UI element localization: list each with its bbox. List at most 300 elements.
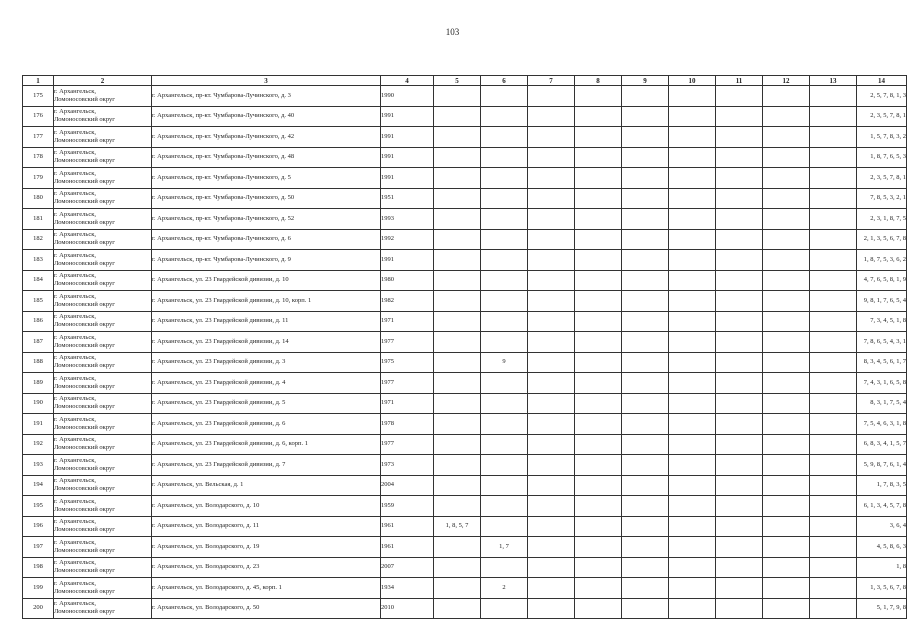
col7-cell bbox=[528, 147, 575, 168]
col9-cell bbox=[622, 147, 669, 168]
col9-cell bbox=[622, 414, 669, 435]
col13-cell bbox=[810, 414, 857, 435]
district-line: Ломоносовский округ bbox=[54, 218, 115, 226]
year-cell: 1973 bbox=[381, 455, 434, 476]
col12-cell bbox=[763, 106, 810, 127]
col7-cell bbox=[528, 270, 575, 291]
row-number: 176 bbox=[23, 106, 54, 127]
col8-cell bbox=[575, 352, 622, 373]
col14-cell: 4, 7, 6, 5, 8, 1, 9 bbox=[857, 270, 907, 291]
year-cell: 1978 bbox=[381, 414, 434, 435]
col10-cell bbox=[669, 291, 716, 312]
col12-cell bbox=[763, 557, 810, 578]
col10-cell bbox=[669, 434, 716, 455]
col10-cell bbox=[669, 86, 716, 107]
col5-cell bbox=[434, 86, 481, 107]
col7-cell bbox=[528, 352, 575, 373]
district-line: г. Архангельск, bbox=[54, 600, 96, 608]
col14-cell: 2, 1, 3, 5, 6, 7, 8 bbox=[857, 229, 907, 250]
col8-cell bbox=[575, 311, 622, 332]
col6-cell bbox=[481, 373, 528, 394]
column-header-11: 11 bbox=[716, 76, 763, 86]
year-cell: 2004 bbox=[381, 475, 434, 496]
column-header-6: 6 bbox=[481, 76, 528, 86]
col12-cell bbox=[763, 373, 810, 394]
col14-cell: 6, 1, 3, 4, 5, 7, 8 bbox=[857, 496, 907, 517]
col7-cell bbox=[528, 373, 575, 394]
col9-cell bbox=[622, 352, 669, 373]
col6-cell bbox=[481, 311, 528, 332]
col13-cell bbox=[810, 106, 857, 127]
table-row bbox=[23, 209, 907, 230]
district-cell bbox=[54, 332, 152, 353]
district-line: г. Архангельск, bbox=[54, 497, 96, 505]
district-cell bbox=[54, 229, 152, 250]
row-number: 195 bbox=[23, 496, 54, 517]
row-number: 190 bbox=[23, 393, 54, 414]
year-cell: 1961 bbox=[381, 537, 434, 558]
col6-cell bbox=[481, 455, 528, 476]
col9-cell bbox=[622, 537, 669, 558]
district-line: Ломоносовский округ bbox=[54, 587, 115, 595]
col11-cell bbox=[716, 578, 763, 599]
col7-cell bbox=[528, 250, 575, 271]
district-line: г. Архангельск, bbox=[54, 333, 96, 341]
col13-cell bbox=[810, 516, 857, 537]
col7-cell bbox=[528, 434, 575, 455]
col9-cell bbox=[622, 209, 669, 230]
col6-cell bbox=[481, 106, 528, 127]
column-header-2: 2 bbox=[54, 76, 152, 86]
col7-cell bbox=[528, 475, 575, 496]
col11-cell bbox=[716, 168, 763, 189]
district-cell bbox=[54, 496, 152, 517]
district-cell bbox=[54, 106, 152, 127]
col13-cell bbox=[810, 127, 857, 148]
col12-cell bbox=[763, 598, 810, 619]
row-number: 198 bbox=[23, 557, 54, 578]
col14-cell: 1, 8, 7, 5, 3, 6, 2 bbox=[857, 250, 907, 271]
col8-cell bbox=[575, 250, 622, 271]
col8-cell bbox=[575, 147, 622, 168]
col7-cell bbox=[528, 168, 575, 189]
col11-cell bbox=[716, 393, 763, 414]
col7-cell bbox=[528, 127, 575, 148]
district-line: Ломоносовский округ bbox=[54, 608, 115, 616]
col13-cell bbox=[810, 188, 857, 209]
col5-cell bbox=[434, 106, 481, 127]
col8-cell bbox=[575, 455, 622, 476]
col10-cell bbox=[669, 557, 716, 578]
col12-cell bbox=[763, 209, 810, 230]
address-cell: г. Архангельск, пр-кт. Чумбарова-Лучинского, д. 40 bbox=[152, 106, 381, 127]
col7-cell bbox=[528, 414, 575, 435]
col7-cell bbox=[528, 188, 575, 209]
district-line: г. Архангельск, bbox=[54, 395, 96, 403]
row-number: 194 bbox=[23, 475, 54, 496]
col14-cell: 2, 3, 5, 7, 8, 1 bbox=[857, 168, 907, 189]
table-row bbox=[23, 455, 907, 476]
year-cell: 1991 bbox=[381, 127, 434, 148]
col12-cell bbox=[763, 250, 810, 271]
col5-cell bbox=[434, 127, 481, 148]
col6-cell bbox=[481, 168, 528, 189]
col13-cell bbox=[810, 434, 857, 455]
district-line: г. Архангельск, bbox=[54, 559, 96, 567]
table-row bbox=[23, 188, 907, 209]
table-row bbox=[23, 557, 907, 578]
col14-cell: 9, 8, 1, 7, 6, 5, 4 bbox=[857, 291, 907, 312]
header-row bbox=[23, 76, 907, 86]
district-line: Ломоносовский округ bbox=[54, 567, 115, 575]
col14-cell: 1, 3, 5, 6, 7, 8 bbox=[857, 578, 907, 599]
col11-cell bbox=[716, 229, 763, 250]
col10-cell bbox=[669, 352, 716, 373]
district-cell bbox=[54, 598, 152, 619]
col5-cell bbox=[434, 209, 481, 230]
column-header-9: 9 bbox=[622, 76, 669, 86]
col8-cell bbox=[575, 188, 622, 209]
district-line: Ломоносовский округ bbox=[54, 546, 115, 554]
col5-cell bbox=[434, 578, 481, 599]
col5-cell bbox=[434, 250, 481, 271]
district-line: г. Архангельск, bbox=[54, 169, 96, 177]
col7-cell bbox=[528, 229, 575, 250]
col11-cell bbox=[716, 475, 763, 496]
col10-cell bbox=[669, 147, 716, 168]
col7-cell bbox=[528, 86, 575, 107]
col5-cell bbox=[434, 475, 481, 496]
col10-cell bbox=[669, 537, 716, 558]
row-number: 196 bbox=[23, 516, 54, 537]
district-line: Ломоносовский округ bbox=[54, 95, 115, 103]
district-line: Ломоносовский округ bbox=[54, 382, 115, 390]
col5-cell bbox=[434, 455, 481, 476]
col13-cell bbox=[810, 373, 857, 394]
table-row bbox=[23, 496, 907, 517]
address-cell: г. Архангельск, ул. Володарского, д. 10 bbox=[152, 496, 381, 517]
address-cell: г. Архангельск, пр-кт. Чумбарова-Лучинского, д. 6 bbox=[152, 229, 381, 250]
col13-cell bbox=[810, 86, 857, 107]
col12-cell bbox=[763, 516, 810, 537]
district-line: Ломоносовский округ bbox=[54, 526, 115, 534]
district-cell bbox=[54, 86, 152, 107]
year-cell: 2007 bbox=[381, 557, 434, 578]
col12-cell bbox=[763, 393, 810, 414]
year-cell: 1991 bbox=[381, 168, 434, 189]
table-body bbox=[23, 86, 907, 619]
col5-cell bbox=[434, 598, 481, 619]
col14-cell: 8, 3, 4, 5, 6, 1, 7 bbox=[857, 352, 907, 373]
col12-cell bbox=[763, 455, 810, 476]
col8-cell bbox=[575, 373, 622, 394]
col5-cell bbox=[434, 352, 481, 373]
district-line: Ломоносовский округ bbox=[54, 239, 115, 247]
year-cell: 1977 bbox=[381, 434, 434, 455]
col8-cell bbox=[575, 414, 622, 435]
district-line: Ломоносовский округ bbox=[54, 177, 115, 185]
district-line: г. Архангельск, bbox=[54, 251, 96, 259]
district-cell bbox=[54, 147, 152, 168]
district-line: г. Архангельск, bbox=[54, 231, 96, 239]
table-row bbox=[23, 578, 907, 599]
col7-cell bbox=[528, 106, 575, 127]
address-cell: г. Архангельск, пр-кт. Чумбарова-Лучинского, д. 50 bbox=[152, 188, 381, 209]
district-cell bbox=[54, 393, 152, 414]
col10-cell bbox=[669, 127, 716, 148]
col6-cell bbox=[481, 86, 528, 107]
year-cell: 1991 bbox=[381, 147, 434, 168]
table-row bbox=[23, 86, 907, 107]
col11-cell bbox=[716, 209, 763, 230]
col11-cell bbox=[716, 557, 763, 578]
district-line: Ломоносовский округ bbox=[54, 259, 115, 267]
district-line: г. Архангельск, bbox=[54, 210, 96, 218]
district-line: г. Архангельск, bbox=[54, 579, 96, 587]
address-cell: г. Архангельск, ул. 23 Гвардейской дивизии, д. 14 bbox=[152, 332, 381, 353]
table-row bbox=[23, 229, 907, 250]
col14-cell: 2, 5, 7, 8, 1, 3 bbox=[857, 86, 907, 107]
col13-cell bbox=[810, 147, 857, 168]
district-line: г. Архангельск, bbox=[54, 272, 96, 280]
col7-cell bbox=[528, 291, 575, 312]
col11-cell bbox=[716, 188, 763, 209]
col11-cell bbox=[716, 291, 763, 312]
district-cell bbox=[54, 475, 152, 496]
col6-cell bbox=[481, 475, 528, 496]
col11-cell bbox=[716, 311, 763, 332]
col12-cell bbox=[763, 414, 810, 435]
col14-cell: 7, 5, 4, 6, 3, 1, 8 bbox=[857, 414, 907, 435]
column-header-5: 5 bbox=[434, 76, 481, 86]
col10-cell bbox=[669, 475, 716, 496]
col5-cell bbox=[434, 168, 481, 189]
district-cell bbox=[54, 516, 152, 537]
col12-cell bbox=[763, 270, 810, 291]
col9-cell bbox=[622, 516, 669, 537]
table-row bbox=[23, 516, 907, 537]
district-line: г. Архангельск, bbox=[54, 128, 96, 136]
col9-cell bbox=[622, 168, 669, 189]
col9-cell bbox=[622, 578, 669, 599]
col5-cell bbox=[434, 147, 481, 168]
district-line: Ломоносовский округ bbox=[54, 341, 115, 349]
district-cell bbox=[54, 414, 152, 435]
col12-cell bbox=[763, 168, 810, 189]
col10-cell bbox=[669, 393, 716, 414]
col11-cell bbox=[716, 86, 763, 107]
address-cell: г. Архангельск, пр-кт. Чумбарова-Лучинского, д. 48 bbox=[152, 147, 381, 168]
col6-cell bbox=[481, 393, 528, 414]
col10-cell bbox=[669, 455, 716, 476]
address-cell: г. Архангельск, ул. 23 Гвардейской дивизии, д. 4 bbox=[152, 373, 381, 394]
col14-cell: 7, 8, 5, 3, 2, 1 bbox=[857, 188, 907, 209]
table-row bbox=[23, 250, 907, 271]
col14-cell: 1, 5, 7, 8, 3, 2 bbox=[857, 127, 907, 148]
col9-cell bbox=[622, 332, 669, 353]
address-cell: г. Архангельск, ул. 23 Гвардейской дивизии, д. 6 bbox=[152, 414, 381, 435]
row-number: 181 bbox=[23, 209, 54, 230]
table-row bbox=[23, 537, 907, 558]
column-header-14: 14 bbox=[857, 76, 907, 86]
col5-cell bbox=[434, 188, 481, 209]
col7-cell bbox=[528, 496, 575, 517]
year-cell: 1982 bbox=[381, 291, 434, 312]
district-line: г. Архангельск, bbox=[54, 436, 96, 444]
col13-cell bbox=[810, 557, 857, 578]
district-line: Ломоносовский округ bbox=[54, 403, 115, 411]
column-header-10: 10 bbox=[669, 76, 716, 86]
district-cell bbox=[54, 250, 152, 271]
col14-cell: 7, 4, 3, 1, 6, 5, 8 bbox=[857, 373, 907, 394]
col9-cell bbox=[622, 229, 669, 250]
district-line: г. Архангельск, bbox=[54, 415, 96, 423]
col6-cell bbox=[481, 250, 528, 271]
row-number: 200 bbox=[23, 598, 54, 619]
col9-cell bbox=[622, 434, 669, 455]
col11-cell bbox=[716, 455, 763, 476]
district-line: Ломоносовский округ bbox=[54, 280, 115, 288]
district-cell bbox=[54, 270, 152, 291]
table-row bbox=[23, 475, 907, 496]
column-header-1: 1 bbox=[23, 76, 54, 86]
col11-cell bbox=[716, 537, 763, 558]
district-cell bbox=[54, 127, 152, 148]
table-row bbox=[23, 291, 907, 312]
col10-cell bbox=[669, 414, 716, 435]
col12-cell bbox=[763, 537, 810, 558]
col13-cell bbox=[810, 168, 857, 189]
table-row bbox=[23, 332, 907, 353]
row-number: 184 bbox=[23, 270, 54, 291]
col9-cell bbox=[622, 188, 669, 209]
district-line: Ломоносовский округ bbox=[54, 505, 115, 513]
district-cell bbox=[54, 188, 152, 209]
col6-cell bbox=[481, 516, 528, 537]
col8-cell bbox=[575, 516, 622, 537]
col8-cell bbox=[575, 496, 622, 517]
col6-cell bbox=[481, 147, 528, 168]
district-line: г. Архангельск, bbox=[54, 313, 96, 321]
year-cell: 1977 bbox=[381, 332, 434, 353]
address-cell: г. Архангельск, ул. Володарского, д. 19 bbox=[152, 537, 381, 558]
year-cell: 1959 bbox=[381, 496, 434, 517]
col5-cell bbox=[434, 373, 481, 394]
table-row bbox=[23, 147, 907, 168]
col8-cell bbox=[575, 557, 622, 578]
district-cell bbox=[54, 209, 152, 230]
district-line: Ломоносовский округ bbox=[54, 444, 115, 452]
col8-cell bbox=[575, 598, 622, 619]
year-cell: 1971 bbox=[381, 393, 434, 414]
col5-cell bbox=[434, 229, 481, 250]
column-header-7: 7 bbox=[528, 76, 575, 86]
col14-cell: 3, 6, 4 bbox=[857, 516, 907, 537]
col13-cell bbox=[810, 332, 857, 353]
col5-cell bbox=[434, 414, 481, 435]
row-number: 177 bbox=[23, 127, 54, 148]
row-number: 178 bbox=[23, 147, 54, 168]
address-cell: г. Архангельск, ул. Володарского, д. 45, корп. 1 bbox=[152, 578, 381, 599]
col11-cell bbox=[716, 147, 763, 168]
col10-cell bbox=[669, 516, 716, 537]
address-cell: г. Архангельск, пр-кт. Чумбарова-Лучинского, д. 9 bbox=[152, 250, 381, 271]
table-row bbox=[23, 598, 907, 619]
col9-cell bbox=[622, 311, 669, 332]
row-number: 185 bbox=[23, 291, 54, 312]
col12-cell bbox=[763, 147, 810, 168]
col11-cell bbox=[716, 516, 763, 537]
col11-cell bbox=[716, 496, 763, 517]
col10-cell bbox=[669, 332, 716, 353]
col14-cell: 4, 5, 8, 6, 3 bbox=[857, 537, 907, 558]
col13-cell bbox=[810, 352, 857, 373]
address-cell: г. Архангельск, ул. 23 Гвардейской дивизии, д. 10, корп. 1 bbox=[152, 291, 381, 312]
col8-cell bbox=[575, 106, 622, 127]
year-cell: 1991 bbox=[381, 250, 434, 271]
row-number: 192 bbox=[23, 434, 54, 455]
col9-cell bbox=[622, 373, 669, 394]
col8-cell bbox=[575, 291, 622, 312]
address-cell: г. Архангельск, пр-кт. Чумбарова-Лучинского, д. 42 bbox=[152, 127, 381, 148]
col7-cell bbox=[528, 557, 575, 578]
col6-cell bbox=[481, 270, 528, 291]
column-header-8: 8 bbox=[575, 76, 622, 86]
col9-cell bbox=[622, 598, 669, 619]
address-cell: г. Архангельск, ул. Вельская, д. 1 bbox=[152, 475, 381, 496]
district-line: г. Архангельск, bbox=[54, 190, 96, 198]
col14-cell: 6, 8, 3, 4, 1, 5, 7 bbox=[857, 434, 907, 455]
year-cell: 1990 bbox=[381, 86, 434, 107]
col8-cell bbox=[575, 127, 622, 148]
col11-cell bbox=[716, 127, 763, 148]
col8-cell bbox=[575, 475, 622, 496]
district-cell bbox=[54, 168, 152, 189]
year-cell: 1961 bbox=[381, 516, 434, 537]
col10-cell bbox=[669, 598, 716, 619]
col11-cell bbox=[716, 598, 763, 619]
col9-cell bbox=[622, 455, 669, 476]
row-number: 180 bbox=[23, 188, 54, 209]
col14-cell: 1, 8 bbox=[857, 557, 907, 578]
address-cell: г. Архангельск, ул. Володарского, д. 50 bbox=[152, 598, 381, 619]
col13-cell bbox=[810, 229, 857, 250]
row-number: 179 bbox=[23, 168, 54, 189]
col11-cell bbox=[716, 434, 763, 455]
year-cell: 1971 bbox=[381, 311, 434, 332]
district-line: г. Архангельск, bbox=[54, 292, 96, 300]
year-cell: 1975 bbox=[381, 352, 434, 373]
col14-cell: 2, 3, 1, 8, 7, 5 bbox=[857, 209, 907, 230]
col7-cell bbox=[528, 537, 575, 558]
col11-cell bbox=[716, 332, 763, 353]
table-row bbox=[23, 106, 907, 127]
district-cell bbox=[54, 537, 152, 558]
col5-cell bbox=[434, 537, 481, 558]
district-line: г. Архангельск, bbox=[54, 538, 96, 546]
table-row bbox=[23, 414, 907, 435]
column-header-3: 3 bbox=[152, 76, 381, 86]
col10-cell bbox=[669, 229, 716, 250]
table-row bbox=[23, 270, 907, 291]
row-number: 175 bbox=[23, 86, 54, 107]
year-cell: 1991 bbox=[381, 106, 434, 127]
col10-cell bbox=[669, 270, 716, 291]
col6-cell bbox=[481, 332, 528, 353]
col14-cell: 8, 3, 1, 7, 5, 4 bbox=[857, 393, 907, 414]
district-line: г. Архангельск, bbox=[54, 518, 96, 526]
year-cell: 1993 bbox=[381, 209, 434, 230]
